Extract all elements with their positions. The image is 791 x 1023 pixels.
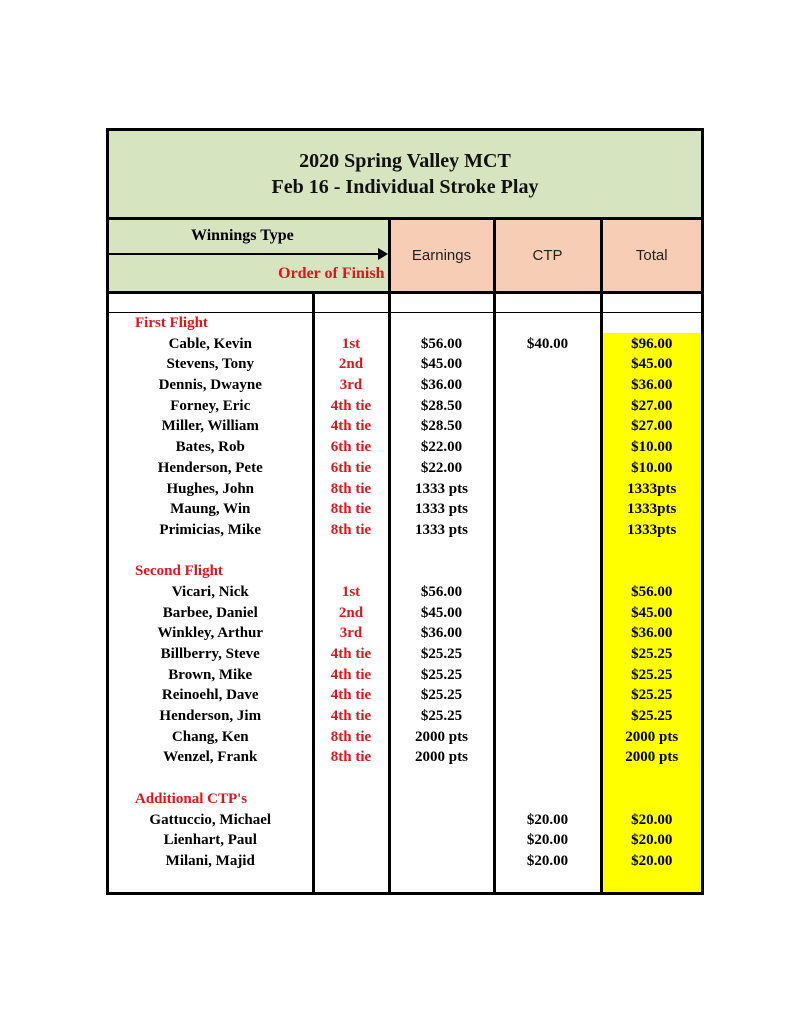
blank-row xyxy=(109,768,701,789)
table-row xyxy=(109,354,701,375)
blank-name-cell xyxy=(109,292,313,313)
player-name: Gattuccio, Michael xyxy=(109,809,313,830)
blank-ctp-cell xyxy=(494,292,601,313)
blank-ctp-cell xyxy=(494,313,601,334)
blank-total-cell xyxy=(601,871,701,892)
finish-place: 2nd xyxy=(313,602,389,623)
player-name: Winkley, Arthur xyxy=(109,623,313,644)
total-value: $10.00 xyxy=(601,458,701,479)
total-value: $36.00 xyxy=(601,623,701,644)
finish-place: 8th tie xyxy=(313,520,389,541)
player-name: Chang, Ken xyxy=(109,726,313,747)
finish-place xyxy=(313,830,389,851)
total-value: $45.00 xyxy=(601,354,701,375)
finish-place: 2nd xyxy=(313,354,389,375)
blank-place-cell xyxy=(313,871,389,892)
table-row xyxy=(109,623,701,644)
total-value: 2000 pts xyxy=(601,747,701,768)
table-row xyxy=(109,395,701,416)
ctp-value xyxy=(494,437,601,458)
player-name: Henderson, Jim xyxy=(109,706,313,727)
finish-place: 4th tie xyxy=(313,644,389,665)
finish-place: 8th tie xyxy=(313,499,389,520)
player-name: Dennis, Dwayne xyxy=(109,375,313,396)
earnings-value: $28.50 xyxy=(389,416,494,437)
order-of-finish-label: Order of Finish xyxy=(278,265,385,282)
finish-place: 6th tie xyxy=(313,458,389,479)
player-name: Stevens, Tony xyxy=(109,354,313,375)
section-heading-row xyxy=(109,561,701,582)
blank-ctp-cell xyxy=(494,540,601,561)
blank-place-cell xyxy=(313,292,389,313)
table-row xyxy=(109,375,701,396)
finish-place: 4th tie xyxy=(313,706,389,727)
earnings-value xyxy=(389,830,494,851)
total-value: 1333pts xyxy=(601,520,701,541)
blank-earnings-cell xyxy=(389,313,494,334)
earnings-value: 1333 pts xyxy=(389,478,494,499)
finish-place: 3rd xyxy=(313,375,389,396)
blank-total-cell xyxy=(601,789,701,810)
player-name: Bates, Rob xyxy=(109,437,313,458)
header-left-cell xyxy=(109,220,389,292)
arrow-line xyxy=(109,253,382,255)
table-row xyxy=(109,416,701,437)
earnings-value: $56.00 xyxy=(389,582,494,603)
finish-place: 8th tie xyxy=(313,726,389,747)
finish-place: 1st xyxy=(313,333,389,354)
finish-place: 4th tie xyxy=(313,416,389,437)
player-name: Hughes, John xyxy=(109,478,313,499)
blank-earnings-cell xyxy=(389,789,494,810)
earnings-value: $28.50 xyxy=(389,395,494,416)
table-row xyxy=(109,726,701,747)
ctp-value xyxy=(494,685,601,706)
player-name: Barbee, Daniel xyxy=(109,602,313,623)
blank-row xyxy=(109,292,701,313)
finish-place xyxy=(313,851,389,872)
earnings-value: $45.00 xyxy=(389,602,494,623)
total-value: 1333pts xyxy=(601,499,701,520)
finish-place: 4th tie xyxy=(313,664,389,685)
ctp-value xyxy=(494,395,601,416)
earnings-value xyxy=(389,851,494,872)
ctp-value xyxy=(494,664,601,685)
total-value: $25.25 xyxy=(601,706,701,727)
blank-name-cell xyxy=(109,768,313,789)
ctp-value: $20.00 xyxy=(494,851,601,872)
total-value: $20.00 xyxy=(601,851,701,872)
blank-earnings-cell xyxy=(389,768,494,789)
blank-place-cell xyxy=(313,561,389,582)
total-value: $45.00 xyxy=(601,602,701,623)
ctp-value xyxy=(494,499,601,520)
title-line-2: Feb 16 - Individual Stroke Play xyxy=(271,176,539,198)
player-name: Billberry, Steve xyxy=(109,644,313,665)
table-row xyxy=(109,851,701,872)
total-value: $27.00 xyxy=(601,416,701,437)
total-value: $96.00 xyxy=(601,333,701,354)
table-row xyxy=(109,499,701,520)
table-row xyxy=(109,602,701,623)
ctp-value xyxy=(494,644,601,665)
player-name: Vicari, Nick xyxy=(109,582,313,603)
finish-place: 1st xyxy=(313,582,389,603)
earnings-value xyxy=(389,809,494,830)
player-name: Lienhart, Paul xyxy=(109,830,313,851)
section-heading: Additional CTP's xyxy=(109,789,313,810)
ctp-value xyxy=(494,478,601,499)
finish-place: 8th tie xyxy=(313,478,389,499)
blank-total-cell xyxy=(601,561,701,582)
total-header: Total xyxy=(601,220,701,292)
title-line-1: 2020 Spring Valley MCT xyxy=(299,150,511,172)
blank-name-cell xyxy=(109,540,313,561)
total-value: $20.00 xyxy=(601,809,701,830)
blank-earnings-cell xyxy=(389,871,494,892)
table-row xyxy=(109,520,701,541)
blank-earnings-cell xyxy=(389,540,494,561)
results-table xyxy=(109,220,701,892)
player-name: Wenzel, Frank xyxy=(109,747,313,768)
ctp-value xyxy=(494,416,601,437)
table-row xyxy=(109,644,701,665)
table-row xyxy=(109,582,701,603)
ctp-header: CTP xyxy=(494,220,601,292)
earnings-value: $25.25 xyxy=(389,644,494,665)
earnings-value: 2000 pts xyxy=(389,726,494,747)
earnings-header: Earnings xyxy=(389,220,494,292)
table-row xyxy=(109,458,701,479)
table-row xyxy=(109,830,701,851)
ctp-value xyxy=(494,726,601,747)
table-row xyxy=(109,809,701,830)
blank-place-cell xyxy=(313,540,389,561)
blank-ctp-cell xyxy=(494,561,601,582)
blank-ctp-cell xyxy=(494,768,601,789)
ctp-value: $20.00 xyxy=(494,809,601,830)
ctp-value xyxy=(494,375,601,396)
earnings-value: $25.25 xyxy=(389,685,494,706)
ctp-value: $20.00 xyxy=(494,830,601,851)
earnings-value: $56.00 xyxy=(389,333,494,354)
total-value: $27.00 xyxy=(601,395,701,416)
blank-name-cell xyxy=(109,871,313,892)
title-box xyxy=(109,131,701,220)
ctp-value xyxy=(494,706,601,727)
earnings-value: 1333 pts xyxy=(389,520,494,541)
finish-place: 6th tie xyxy=(313,437,389,458)
ctp-value: $40.00 xyxy=(494,333,601,354)
player-name: Reinoehl, Dave xyxy=(109,685,313,706)
table-row xyxy=(109,747,701,768)
table-row xyxy=(109,478,701,499)
blank-total-cell xyxy=(601,540,701,561)
finish-place xyxy=(313,809,389,830)
ctp-value xyxy=(494,602,601,623)
blank-place-cell xyxy=(313,768,389,789)
player-name: Primicias, Mike xyxy=(109,520,313,541)
finish-place: 4th tie xyxy=(313,685,389,706)
blank-row xyxy=(109,871,701,892)
ctp-value xyxy=(494,354,601,375)
section-heading: First Flight xyxy=(109,313,313,334)
total-value: $25.25 xyxy=(601,644,701,665)
player-name: Maung, Win xyxy=(109,499,313,520)
blank-place-cell xyxy=(313,313,389,334)
earnings-value: $22.00 xyxy=(389,437,494,458)
table-row xyxy=(109,333,701,354)
total-value: $56.00 xyxy=(601,582,701,603)
earnings-value: $45.00 xyxy=(389,354,494,375)
blank-earnings-cell xyxy=(389,292,494,313)
blank-total-cell xyxy=(601,768,701,789)
total-value: $25.25 xyxy=(601,664,701,685)
table-row xyxy=(109,437,701,458)
player-name: Milani, Majid xyxy=(109,851,313,872)
earnings-value: 1333 pts xyxy=(389,499,494,520)
finish-place: 4th tie xyxy=(313,395,389,416)
blank-ctp-cell xyxy=(494,789,601,810)
blank-row xyxy=(109,540,701,561)
table-row xyxy=(109,706,701,727)
total-value: $25.25 xyxy=(601,685,701,706)
results-sheet xyxy=(106,128,704,895)
table-row xyxy=(109,685,701,706)
section-heading: Second Flight xyxy=(109,561,313,582)
blank-place-cell xyxy=(313,789,389,810)
player-name: Brown, Mike xyxy=(109,664,313,685)
ctp-value xyxy=(494,623,601,644)
total-value: $20.00 xyxy=(601,830,701,851)
total-value: $36.00 xyxy=(601,375,701,396)
finish-place: 3rd xyxy=(313,623,389,644)
finish-place: 8th tie xyxy=(313,747,389,768)
ctp-value xyxy=(494,458,601,479)
player-name: Forney, Eric xyxy=(109,395,313,416)
section-heading-row xyxy=(109,313,701,334)
player-name: Henderson, Pete xyxy=(109,458,313,479)
blank-earnings-cell xyxy=(389,561,494,582)
header-row xyxy=(109,220,701,292)
table-row xyxy=(109,664,701,685)
ctp-value xyxy=(494,582,601,603)
earnings-value: $25.25 xyxy=(389,664,494,685)
earnings-value: $25.25 xyxy=(389,706,494,727)
earnings-value: 2000 pts xyxy=(389,747,494,768)
arrow-right-icon xyxy=(378,248,388,260)
player-name: Cable, Kevin xyxy=(109,333,313,354)
blank-ctp-cell xyxy=(494,871,601,892)
section-heading-row xyxy=(109,789,701,810)
player-name: Miller, William xyxy=(109,416,313,437)
blank-total-cell xyxy=(601,313,701,334)
total-value: 1333pts xyxy=(601,478,701,499)
winnings-type-label: Winnings Type xyxy=(191,227,294,244)
ctp-value xyxy=(494,520,601,541)
ctp-value xyxy=(494,747,601,768)
blank-total-cell xyxy=(601,292,701,313)
total-value: 2000 pts xyxy=(601,726,701,747)
earnings-value: $36.00 xyxy=(389,623,494,644)
total-value: $10.00 xyxy=(601,437,701,458)
earnings-value: $36.00 xyxy=(389,375,494,396)
earnings-value: $22.00 xyxy=(389,458,494,479)
